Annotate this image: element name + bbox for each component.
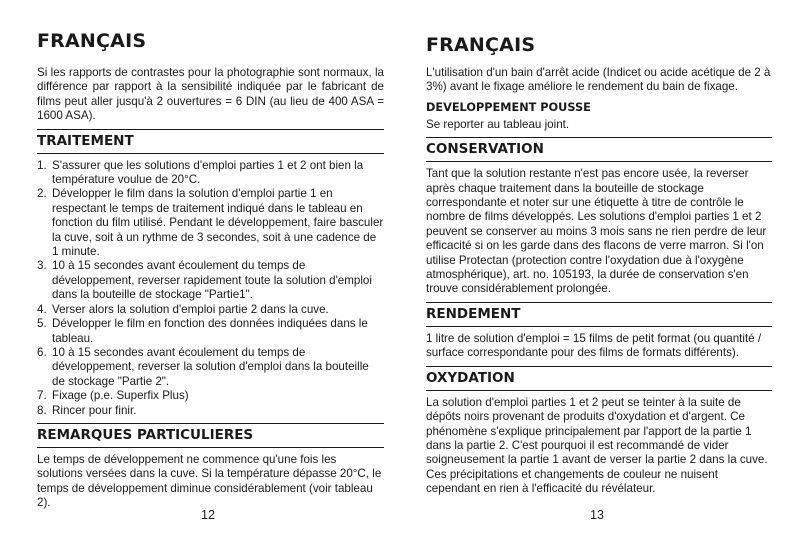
list-item: 5. Développer le film en fonction des données indiquées dans le tableau. bbox=[37, 317, 368, 345]
intro-paragraph: Si les rapports de contrastes pour la photographie sont normaux, la différence par rapport à la sensibilité indiquée par le fabricant de films peut aller jusqu'à 2 ouvertures = 6 DIN (au lieu de 400 ASA = 1600 ASA). bbox=[37, 66, 384, 123]
section-heading-developpement: DEVELOPPEMENT POUSSE bbox=[426, 100, 591, 114]
list-item: 4. Verser alors la solution d'emploi partie 2 dans la cuve. bbox=[37, 302, 329, 316]
right-page bbox=[400, 0, 800, 546]
remarques-paragraph: Le temps de développement ne commence qu'une fois les solutions versées dans la cuve. Si la température dépasse 20°C, le temps de développement diminue considérablement (voir tableau 2). bbox=[37, 452, 382, 510]
page-title: FRANÇAIS bbox=[37, 30, 147, 52]
section-heading-remarques: REMARQUES PARTICULIERES bbox=[37, 423, 384, 448]
section-heading-conservation: CONSERVATION bbox=[426, 137, 772, 162]
section-heading-oxydation: OXYDATION bbox=[426, 366, 772, 391]
list-item: 7. Fixage (p.e. Superfix Plus) bbox=[37, 389, 189, 403]
list-item: 1. S'assurer que les solutions d'emploi parties 1 et 2 ont bien la température voulue de 20°C. bbox=[37, 158, 364, 187]
list-item: 3. 10 à 15 secondes avant écoulement du temps de développement, reverser rapidement toute la solution d'emploi dans la bouteille de stockage "Partie1". bbox=[37, 259, 372, 302]
section-heading-traitement: TRAITEMENT bbox=[37, 129, 384, 154]
developpement-paragraph: Se reporter au tableau joint. bbox=[426, 117, 570, 131]
treatment-steps-list bbox=[37, 159, 384, 418]
page-title: FRANÇAIS bbox=[426, 34, 536, 56]
list-item: 6. 10 à 15 secondes avant écoulement du temps de développement, reverser la solution d'emploi dans la bouteille de stockage "Partie 2". bbox=[37, 345, 369, 388]
list-item: 2. Développer le film dans la solution d'emploi partie 1 en respectant le temps de traitement indiqué dans le tableau en fonction du film utilisé. Pendant le développement, faire basculer la cuve, soit à un rythme de 3 secondes, soit à une cadence de 1 minute. bbox=[37, 187, 384, 259]
rendement-paragraph: 1 litre de solution d'emploi = 15 films de petit format (ou quantité / surface correspondante pour des films de formats différents). bbox=[426, 331, 762, 360]
list-item: 8. Rincer pour finir. bbox=[37, 403, 137, 417]
page-number: 12 bbox=[201, 508, 215, 522]
conservation-paragraph: Tant que la solution restante n'est pas encore usée, la reverser après chaque traitement dans la bouteille de stockage correspondante et noter sur une étiquette à titre de contrôle le nombre de films développés. Les solutions d'emploi parties 1 et 2 peuvent se conserver au moins 3 mois sans ne rien perdre de leur efficacité si on les garde dans des flacons de verre marron. Si l'on utilise Protectan (protection contre l'oxydation due à l'oxygène atmosphérique), art. no. 105193, la durée de conservation s'en trouve considérablement prolongée. bbox=[426, 167, 767, 296]
intro-paragraph: L'utilisation d'un bain d'arrêt acide (Indicet ou acide acétique de 2 à 3%) avant le fixage améliore le rendement du bain de fixage. bbox=[426, 66, 771, 94]
page-number: 13 bbox=[590, 508, 604, 522]
oxydation-paragraph: La solution d'emploi parties 1 et 2 peut se teinter à la suite de dépôts noirs provenant de produits d'oxydation et d'argent. Ce phénomène s'explique principalement par l'apport de la partie 1 dans la partie 2. C'est pourquoi il est recommandé de vider soigneusement la partie 1 avant de verser la partie 2 dans la cuve. Ces précipitations et changements de couleur ne nuisent cependant en rien à l'efficacité du révélateur. bbox=[426, 395, 768, 496]
section-heading-rendement: RENDEMENT bbox=[426, 302, 772, 327]
